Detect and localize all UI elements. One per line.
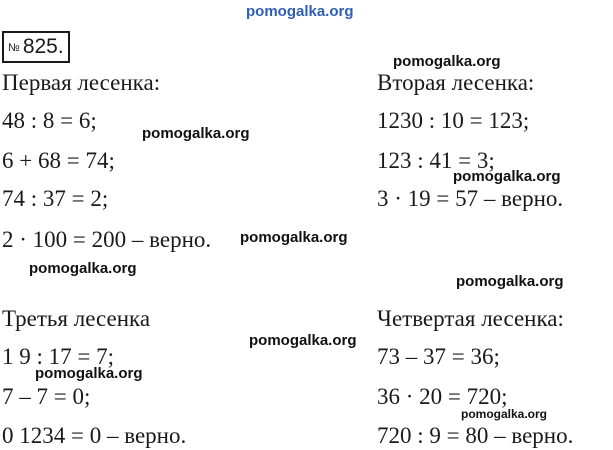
ladder-2-title: Вторая лесенка: [377,70,535,95]
watermark: pomogalka.org [393,53,501,70]
ladder-1-line-1: 48 : 8 = 6; [2,108,97,133]
watermark: pomogalka.org [35,365,143,382]
ladder-4-line-1: 73 – 37 = 36; [377,344,500,369]
watermark: pomogalka.org [456,273,564,290]
watermark: pomogalka.org [142,125,250,142]
ladder-3-line-3: 0 1234 = 0 – верно. [2,423,187,448]
watermark: pomogalka.org [249,332,357,349]
ladder-2-line-2: 123 : 41 = 3; [377,148,495,173]
watermark: pomogalka.org [453,168,561,185]
ladder-3-title: Третья лесенка [2,306,151,331]
ladder-3-line-1: 1 9 : 17 = 7; [2,344,115,369]
ladder-1-title: Первая лесенка: [2,70,161,95]
site-watermark-top[interactable]: pomogalka.org [246,3,354,20]
watermark: pomogalka.org [29,260,137,277]
ladder-4-line-2: 36 · 20 = 720; [377,384,508,409]
ladder-1-line-2: 6 + 68 = 74; [2,148,115,173]
problem-number: 825. [22,35,64,58]
ladder-4-title: Четвертая лесенка: [377,306,564,331]
watermark: pomogalka.org [240,229,348,246]
problem-number-box [2,31,70,63]
ladder-1-line-3: 74 : 37 = 2; [2,186,109,211]
ladder-1-line-4: 2 · 100 = 200 – верно. [2,227,212,252]
ladder-4-line-3: 720 : 9 = 80 – верно. [377,423,574,448]
ladder-2-line-1: 1230 : 10 = 123; [377,108,530,133]
ladder-3-line-2: 7 – 7 = 0; [2,384,91,409]
ladder-2-line-3: 3 · 19 = 57 – верно. [377,186,564,211]
number-sign: № [8,42,20,54]
watermark: pomogalka.org [461,407,548,421]
